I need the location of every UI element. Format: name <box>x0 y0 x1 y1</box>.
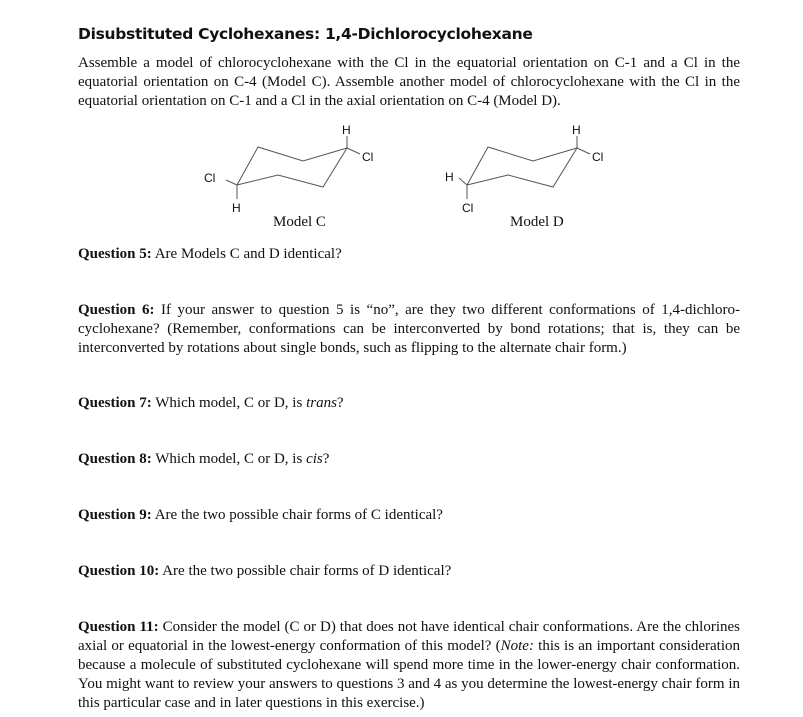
intro-paragraph: Assemble a model of chlorocyclohexane with the Cl in the equatorial orientation on C-1 and a Cl in the equatorial orientation on C-4 (Model C). Assemble another model of chlorocyclohexane with the Cl in the equatorial orientation on C-1 and a Cl in the axial orientation on C-4 (Model D). <box>78 55 740 109</box>
question-7: Question 7: Which model, C or D, is trans? <box>78 395 344 411</box>
question-11: Question 11: Consider the model (C or D) that does not have identical chair conformations. Are the chlorines axial or equatorial in the lowest-energy conformation of this model? (Note: this is an important consideration because a molecule of substituted cyclohexane will spend more time in the lower-energy chair conformation. You might want to review your answers to questions 3 and 4 as you determine the lowest-energy chair form in this particular case and in later questions in this exercise.) <box>78 619 740 711</box>
model-c-label: Model C <box>273 214 326 230</box>
model-c-cl-left: Cl <box>204 171 216 185</box>
model-d-cl-right: Cl <box>592 150 604 164</box>
question-6: Question 6: If your answer to question 5 is “no”, are they two different conformations of 1,4-dichloro-cyclohexane? (Remember, conformations can be interconverted by bond rotations; that is, they can be interconverted by rotations about single bonds, such as flipping to the alternate chair form.) <box>78 302 741 356</box>
chair-diagrams <box>0 0 803 240</box>
question-9: Question 9: Are the two possible chair forms of C identical? <box>78 507 443 523</box>
model-d-cl-bottom: Cl <box>462 201 474 215</box>
model-d-h-top: H <box>572 123 581 137</box>
question-5: Question 5: Are Models C and D identical? <box>78 246 342 262</box>
section-title: Disubstituted Cyclohexanes: 1,4-Dichlorocyclohexane <box>78 25 533 43</box>
model-c-cl-right: Cl <box>362 150 374 164</box>
model-d-structure <box>459 136 590 199</box>
model-d-h-left: H <box>445 170 454 184</box>
model-d-label: Model D <box>510 214 564 230</box>
question-8: Question 8: Which model, C or D, is cis? <box>78 451 330 467</box>
model-c-h-bottom: H <box>232 201 241 215</box>
model-c-structure <box>226 136 360 199</box>
question-10: Question 10: Are the two possible chair forms of D identical? <box>78 563 452 579</box>
model-c-h-top: H <box>342 123 351 137</box>
